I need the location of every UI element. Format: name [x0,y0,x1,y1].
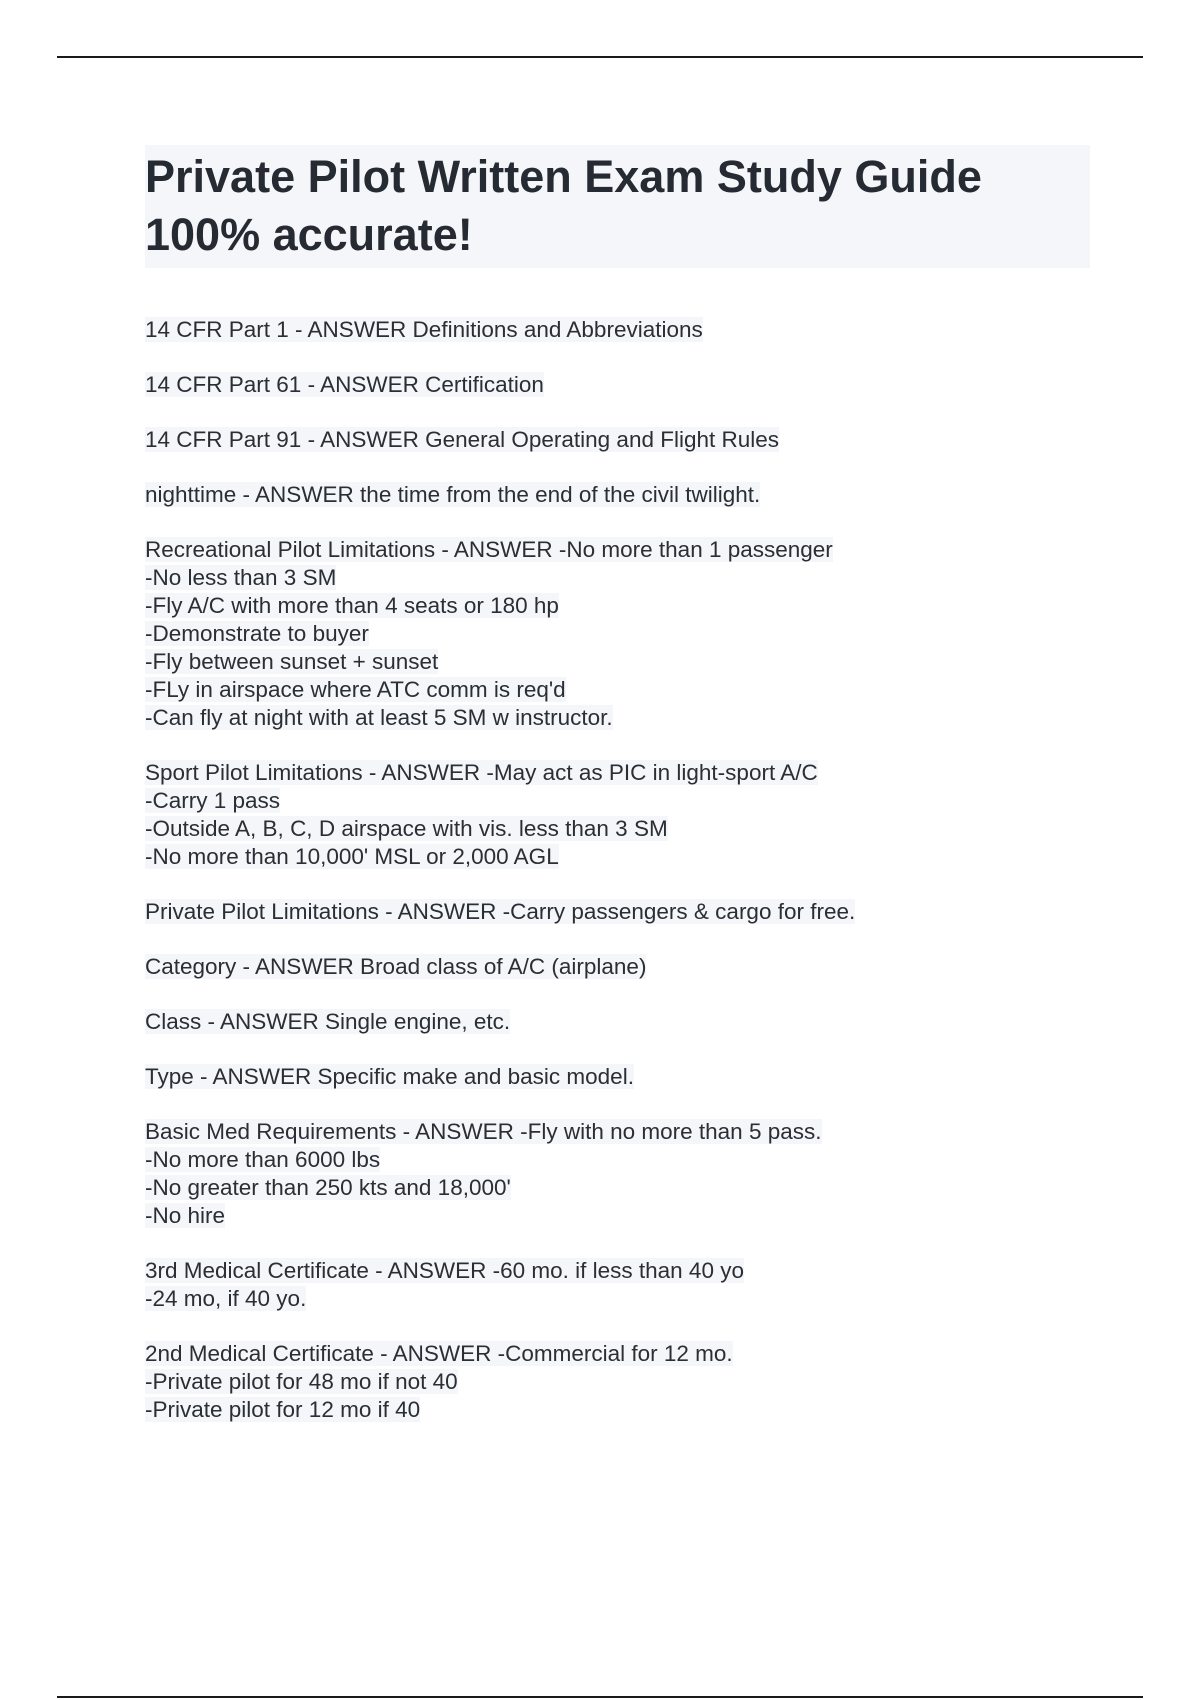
qa-entry-text: Category - ANSWER Broad class of A/C (airplane) [145,954,647,979]
qa-entry-detail-line [145,815,1090,843]
qa-entry-text: Private Pilot Limitations - ANSWER -Carry passengers & cargo for free. [145,899,856,924]
qa-entry [145,1340,1090,1424]
qa-entry [145,759,1090,871]
qa-entry [145,953,1090,981]
qa-entry-detail-line [145,1285,1090,1313]
qa-entry-detail-line [145,620,1090,648]
qa-entry-text: -No more than 10,000' MSL or 2,000 AGL [145,844,559,869]
qa-entry-question [145,953,1090,981]
qa-entry-text: -Can fly at night with at least 5 SM w instructor. [145,705,613,730]
qa-entry-question [145,316,1090,344]
qa-entry-text: -No greater than 250 kts and 18,000' [145,1175,511,1200]
qa-entry-question [145,371,1090,399]
qa-entry-question [145,481,1090,509]
qa-entry-text: -Private pilot for 48 mo if not 40 [145,1369,458,1394]
qa-entry-text: Class - ANSWER Single engine, etc. [145,1009,511,1034]
qa-entry [145,536,1090,732]
document-body [145,145,1090,1451]
qa-entry-text: -Outside A, B, C, D airspace with vis. less than 3 SM [145,816,668,841]
qa-entry-text: -No hire [145,1203,226,1228]
qa-entry-text: -Private pilot for 12 mo if 40 [145,1397,421,1422]
qa-entry-text: -Carry 1 pass [145,788,281,813]
qa-entry-text: -No less than 3 SM [145,565,337,590]
qa-entry-text: nighttime - ANSWER the time from the end of the civil twilight. [145,482,761,507]
qa-entry-detail-line [145,1202,1090,1230]
qa-entry-text: -Fly between sunset + sunset [145,649,439,674]
qa-entry-question [145,426,1090,454]
qa-entry-detail-line [145,787,1090,815]
qa-entry-text: Type - ANSWER Specific make and basic model. [145,1064,634,1089]
qa-entry [145,1008,1090,1036]
qa-entry-detail-line [145,704,1090,732]
qa-entry-text: -24 mo, if 40 yo. [145,1286,307,1311]
qa-entry-text: -Demonstrate to buyer [145,621,369,646]
qa-entry-question [145,898,1090,926]
qa-entry-text: 2nd Medical Certificate - ANSWER -Commercial for 12 mo. [145,1341,733,1366]
qa-entry-text: 14 CFR Part 91 - ANSWER General Operating and Flight Rules [145,427,780,452]
qa-entry-question [145,1340,1090,1368]
footer-rule [57,1696,1143,1698]
qa-entry [145,371,1090,399]
qa-entry-question [145,536,1090,564]
qa-entry-detail-line [145,1146,1090,1174]
qa-entry-detail-line [145,1396,1090,1424]
qa-entry-text: Recreational Pilot Limitations - ANSWER -No more than 1 passenger [145,537,833,562]
qa-entry-detail-line [145,843,1090,871]
qa-list [145,316,1090,1424]
qa-entry-text: 3rd Medical Certificate - ANSWER -60 mo. if less than 40 yo [145,1258,744,1283]
document-title [145,148,1090,264]
qa-entry-question [145,1008,1090,1036]
qa-entry-question [145,1257,1090,1285]
title-line: Private Pilot Written Exam Study Guide [145,151,982,202]
qa-entry-question [145,1063,1090,1091]
qa-entry [145,481,1090,509]
qa-entry-text: -No more than 6000 lbs [145,1147,381,1172]
qa-entry-text: Basic Med Requirements - ANSWER -Fly with no more than 5 pass. [145,1119,822,1144]
qa-entry-detail-line [145,1368,1090,1396]
qa-entry-question [145,1118,1090,1146]
qa-entry [145,1063,1090,1091]
qa-entry [145,1257,1090,1313]
qa-entry-detail-line [145,1174,1090,1202]
qa-entry-detail-line [145,676,1090,704]
header-rule [57,56,1143,58]
qa-entry-detail-line [145,592,1090,620]
qa-entry-text: 14 CFR Part 1 - ANSWER Definitions and Abbreviations [145,317,703,342]
title-line: 100% accurate! [145,209,473,260]
qa-entry [145,1118,1090,1230]
qa-entry [145,898,1090,926]
title-block [145,145,1090,268]
qa-entry [145,316,1090,344]
qa-entry-text: 14 CFR Part 61 - ANSWER Certification [145,372,544,397]
qa-entry-text: -Fly A/C with more than 4 seats or 180 hp [145,593,559,618]
qa-entry-text: Sport Pilot Limitations - ANSWER -May act as PIC in light-sport A/C [145,760,818,785]
qa-entry-question [145,759,1090,787]
qa-entry-text: -FLy in airspace where ATC comm is req'd [145,677,566,702]
qa-entry [145,426,1090,454]
qa-entry-detail-line [145,648,1090,676]
qa-entry-detail-line [145,564,1090,592]
